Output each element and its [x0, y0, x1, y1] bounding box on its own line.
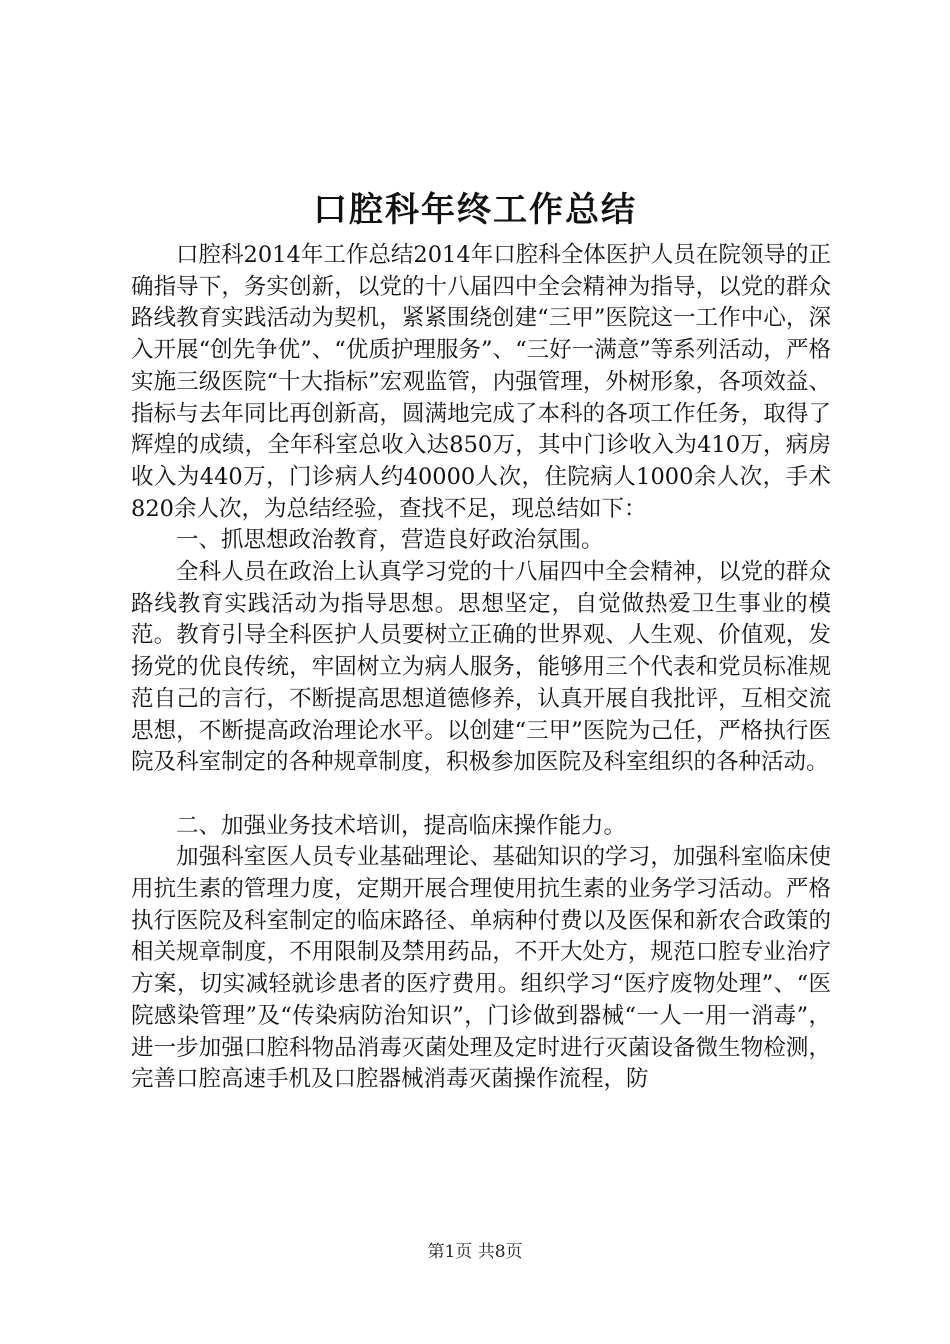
document-body	[131, 240, 831, 1096]
section-2-paragraph: 加强科室医人员专业基础理论、基础知识的学习，加强科室临床使用抗生素的管理力度，定期开展合理使用抗生素的业务学习活动。严格执行医院及科室制定的临床路径、单病种付费以及医保和新农合政策的相关规章制度，不用限制及禁用药品，不开大处方，规范口腔专业治疗方案，切实减轻就诊患者的医疗费用。组织学习“医疗废物处理”、“医院感染管理”及“传染病防治知识”，门诊做到器械“一人一用一消毒”，进一步加强口腔科物品消毒灭菌处理及定时进行灭菌设备微生物检测，完善口腔高速手机及口腔器械消毒灭菌操作流程，防	[131, 844, 831, 1093]
page-number-footer: 第1页 共8页	[427, 1242, 523, 1262]
paragraph-spacer	[131, 779, 831, 811]
intro-paragraph: 口腔科2014年工作总结2014年口腔科全体医护人员在院领导的正确指导下，务实创新，以党的十八届四中全会精神为指导，以党的群众路线教育实践活动为契机，紧紧围绕创建“三甲”医院这一工作中心，深入开展“创先争优”、“优质护理服务”、“三好一满意”等系列活动，严格实施三级医院“十大指标”宏观监管，内强管理，外树形象，各项效益、指标与去年同比再创新高，圆满地完成了本科的各项工作任务，取得了辉煌的成绩，全年科室总收入达850万，其中门诊收入为410万，病房收入为440万，门诊病人约40000人次，住院病人1000余人次，手术820余人次，为总结经验，查找不足，现总结如下：	[131, 242, 831, 522]
section-1-heading: 一、抓思想政治教育，营造良好政治氛围。	[176, 527, 604, 554]
section-2-heading: 二、加强业务技术培训，提高临床操作能力。	[176, 812, 627, 839]
section-1-paragraph: 全科人员在政治上认真学习党的十八届四中全会精神，以党的群众路线教育实践活动为指导思想。思想坚定，自觉做热爱卫生事业的模范。教育引导全科医护人员要树立正确的世界观、人生观、价值观，发扬党的优良传统，牢固树立为病人服务，能够用三个代表和党员标准规范自己的言行，不断提高思想道德修养，认真开展自我批评，互相交流思想，不断提高政治理论水平。以创建“三甲”医院为己任，严格执行医院及科室制定的各种规章制度，积极参加医院及科室组织的各种活动。	[131, 559, 831, 776]
document-title: 口腔科年终工作总结	[313, 190, 637, 230]
